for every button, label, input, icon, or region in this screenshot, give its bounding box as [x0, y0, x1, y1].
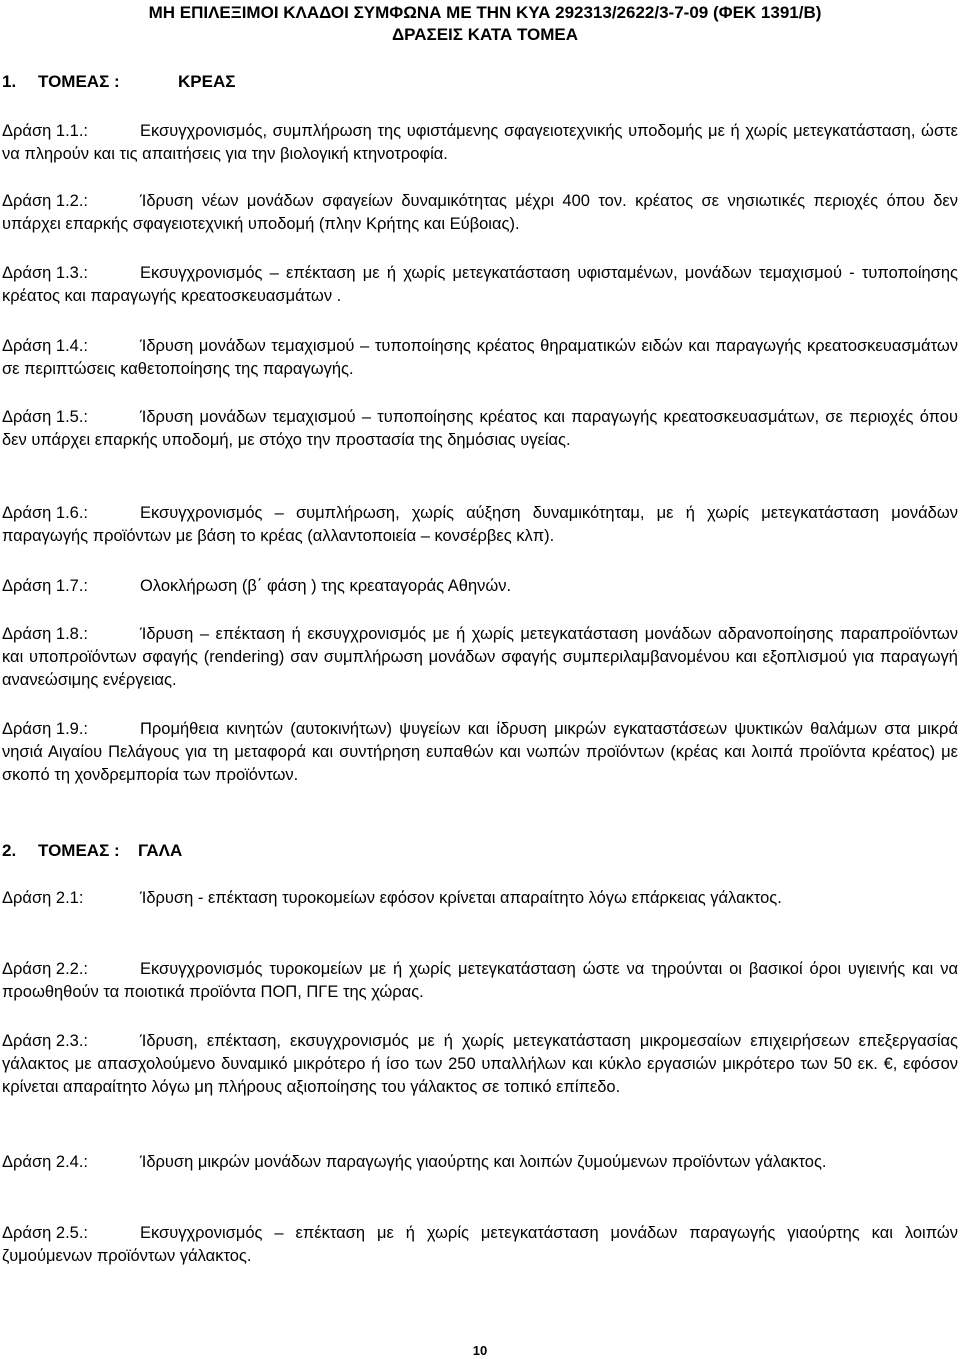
- action-paragraph: [2, 262, 958, 308]
- action-label: Δράση 1.6.:: [2, 504, 88, 522]
- action-text: Ίδρυση μονάδων τεμαχισμού – τυποποίησης κρέατος θηραματικών ειδών και παραγωγής κρεατοσκευασμάτων σε περιπτώσεις καθετοποίησης της παραγωγής.: [2, 337, 958, 378]
- action-label: Δράση 2.3.:: [2, 1032, 88, 1050]
- action-text: Ίδρυση, επέκταση, εκσυγχρονισμός με ή χωρίς μετεγκατάσταση μικρομεσαίων επιχειρήσεων επεξεργασίας γάλακτος με απασχολούμενο δυναμικό μικρότερο ή ίσο των 250 υπαλλήλων και κύκλο εργασιών μικρότερο των 50 εκ. €, εφόσον κρίνεται απαραίτητο λόγω μη πλήρους αξιοποίησης του γάλακτος σε τοπικό επίπεδο.: [2, 1032, 958, 1096]
- action-label: Δράση 2.1:: [2, 889, 84, 907]
- action-paragraph: [2, 190, 958, 236]
- action-paragraph: [2, 1222, 958, 1268]
- action-label: Δράση 1.9.:: [2, 720, 88, 738]
- sector-name: ΓΑΛΑ: [138, 841, 183, 860]
- action-paragraph: [2, 575, 958, 598]
- action-text: Εκσυγχρονισμός – συμπλήρωση, χωρίς αύξηση δυναμικότηταμ, με ή χωρίς μετεγκατάσταση μονάδων παραγωγής προϊόντων με βάση το κρέας (αλλαντοποιεία – κονσέρβες κλπ).: [2, 504, 958, 545]
- sector-name: ΚΡΕΑΣ: [178, 72, 236, 91]
- action-paragraph: [2, 335, 958, 381]
- page-number: 10: [472, 1343, 488, 1358]
- action-text: Ίδρυση – επέκταση ή εκσυγχρονισμός με ή χωρίς μετεγκατάσταση μονάδων αδρανοποίησης παραπροϊόντων και υποπροϊόντων σφαγής (rendering) σαν συμπλήρωση μονάδων σφαγής συμπεριλαμβανομένου και εξοπλισμού για παραγωγή ανανεώσιμης ενέργειας.: [2, 625, 958, 689]
- action-text: Εκσυγχρονισμός τυροκομείων με ή χωρίς μετεγκατάσταση ώστε να τηρούνται οι βασικοί όροι υγιεινής και να προωθηθούν τα ποιοτικά προϊόντα ΠΟΠ, ΠΓΕ της χώρας.: [2, 960, 958, 1001]
- action-paragraph: [2, 502, 958, 548]
- action-paragraph: [2, 1151, 958, 1174]
- sector-title: ΤΟΜΕΑΣ :: [38, 841, 120, 860]
- action-label: Δράση 2.5.:: [2, 1224, 88, 1242]
- action-label: Δράση 1.8.:: [2, 625, 88, 643]
- action-label: Δράση 2.4.:: [2, 1153, 88, 1171]
- action-label: Δράση 1.4.:: [2, 337, 88, 355]
- action-text: Εκσυγχρονισμός, συμπλήρωση της υφιστάμενης σφαγειοτεχνικής υποδομής με ή χωρίς μετεγκατάσταση, ώστε να πληρούν και τις απαιτήσεις για την βιολογική κτηνοτροφία.: [2, 122, 958, 163]
- sector-heading-meat: [2, 71, 235, 93]
- action-label: Δράση 2.2.:: [2, 960, 88, 978]
- action-text: Ίδρυση μονάδων τεμαχισμού – τυποποίησης κρέατος και παραγωγής κρεατοσκευασμάτων, σε περιοχές όπου δεν υπάρχει επαρκής υποδομή, με στόχο την προστασία της δημόσιας υγείας.: [2, 408, 958, 449]
- action-paragraph: [2, 887, 958, 910]
- action-paragraph: [2, 120, 958, 166]
- action-paragraph: [2, 623, 958, 692]
- action-text: Ίδρυση μικρών μονάδων παραγωγής γιαούρτης και λοιπών ζυμούμενων προϊόντων γάλακτος.: [140, 1153, 827, 1171]
- action-paragraph: [2, 406, 958, 452]
- action-label: Δράση 1.1.:: [2, 122, 88, 140]
- action-text: Ολοκλήρωση (β΄ φάση ) της κρεαταγοράς Αθηνών.: [140, 577, 512, 595]
- document-title: ΜΗ ΕΠΙΛΕΞΙΜΟΙ ΚΛΑΔΟΙ ΣΥΜΦΩΝΑ ΜΕ ΤΗΝ ΚΥΑ 292313/2622/3-7-09 (ΦΕΚ 1391/Β): [148, 3, 822, 22]
- action-text: Ίδρυση νέων μονάδων σφαγείων δυναμικότητας μέχρι 400 τον. κρέατος σε νησιωτικές περιοχές όπου δεν υπάρχει επαρκής σφαγειοτεχνική υποδομή (πλην Κρήτης και Εύβοιας).: [2, 192, 958, 233]
- action-label: Δράση 1.7.:: [2, 577, 88, 595]
- action-paragraph: [2, 718, 958, 787]
- action-text: Προμήθεια κινητών (αυτοκινήτων) ψυγείων και ίδρυση μικρών εγκαταστάσεων ψυκτικών θαλάμων στα μικρά νησιά Αιγαίου Πελάγους για τη μεταφορά και συντήρηση ευπαθών και νωπών προϊόντων (κρέας και λοιπά προϊόντα κρέατος) με σκοπό τη χονδρεμπορία των προϊόντων.: [2, 720, 958, 784]
- sector-title: ΤΟΜΕΑΣ :: [38, 72, 120, 91]
- action-paragraph: [2, 958, 958, 1004]
- action-label: Δράση 1.3.:: [2, 264, 88, 282]
- sector-number: 1.: [2, 72, 17, 91]
- document-subtitle: ΔΡΑΣΕΙΣ ΚΑΤΑ ΤΟΜΕΑ: [391, 25, 579, 44]
- action-text: Εκσυγχρονισμός – επέκταση με ή χωρίς μετεγκατάσταση υφισταμένων, μονάδων τεμαχισμού - τυποποίησης κρέατος και παραγωγής κρεατοσκευασμάτων .: [2, 264, 958, 305]
- action-label: Δράση 1.2.:: [2, 192, 88, 210]
- sector-heading-milk: [2, 840, 182, 862]
- sector-number: 2.: [2, 841, 17, 860]
- action-text: Ίδρυση - επέκταση τυροκομείων εφόσον κρίνεται απαραίτητο λόγω επάρκειας γάλακτος.: [140, 889, 782, 907]
- action-paragraph: [2, 1030, 958, 1099]
- action-text: Εκσυγχρονισμός – επέκταση με ή χωρίς μετεγκατάσταση μονάδων παραγωγής γιαούρτης και λοιπών ζυμούμενων προϊόντων γάλακτος.: [2, 1224, 958, 1265]
- action-label: Δράση 1.5.:: [2, 408, 88, 426]
